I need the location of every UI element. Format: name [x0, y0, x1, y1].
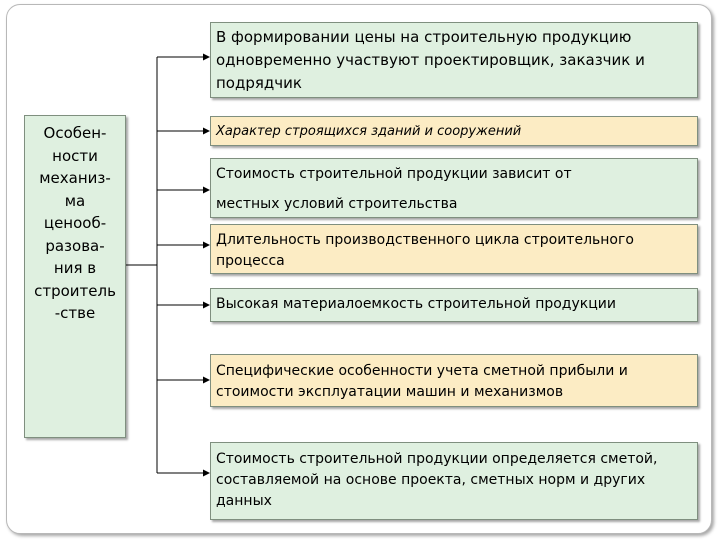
item-text: Характер строящихся зданий и сооружений [216, 124, 522, 139]
item-box-2 [210, 158, 698, 218]
item-box-5 [210, 354, 698, 407]
header-box [210, 22, 698, 98]
item-box-4 [210, 288, 698, 322]
item-box-3 [210, 224, 698, 274]
arrowhead-5 [203, 377, 210, 384]
left-label-line: ния в [53, 259, 97, 277]
item-text: Стоимость строительной продукции определяется сметой, составляемой на основе проекта, сметных норм и других данных [216, 451, 658, 509]
item-box-6 [210, 442, 698, 520]
arrowhead-6 [203, 470, 210, 477]
left-label-line: Особен- [43, 124, 107, 142]
left-label-line: ма [64, 191, 86, 210]
left-label-line: ности [52, 146, 98, 165]
left-label-line: разова- [45, 236, 105, 255]
arrowhead-3 [203, 242, 210, 249]
item-text: Специфические особенности учета сметной прибыли и стоимости эксплуатации машин и механизмов [216, 363, 628, 400]
header-text: В формировании цены на строительную продукцию одновременно участвуют проектировщик, заказчик и подрядчик [216, 28, 645, 92]
arrowhead-2 [203, 187, 210, 194]
left-label-line: строитель [34, 281, 116, 300]
item-box-1 [210, 116, 698, 146]
mechanism-features-box [24, 115, 126, 438]
arrowhead-header [203, 54, 210, 61]
item-text-line2: местных условий строительства [216, 196, 458, 212]
item-text: Высокая материалоемкость строительной продукции [216, 296, 616, 312]
arrowhead-4 [203, 302, 210, 309]
left-label-line: -стве [54, 304, 96, 322]
left-label-line: ценооб- [43, 214, 107, 232]
item-text: Длительность производственного цикла строительного процесса [216, 232, 634, 269]
item-text-line1: Стоимость строительной продукции зависит от [216, 166, 572, 182]
arrowhead-1 [203, 128, 210, 135]
left-label-line: механиз- [39, 169, 111, 187]
